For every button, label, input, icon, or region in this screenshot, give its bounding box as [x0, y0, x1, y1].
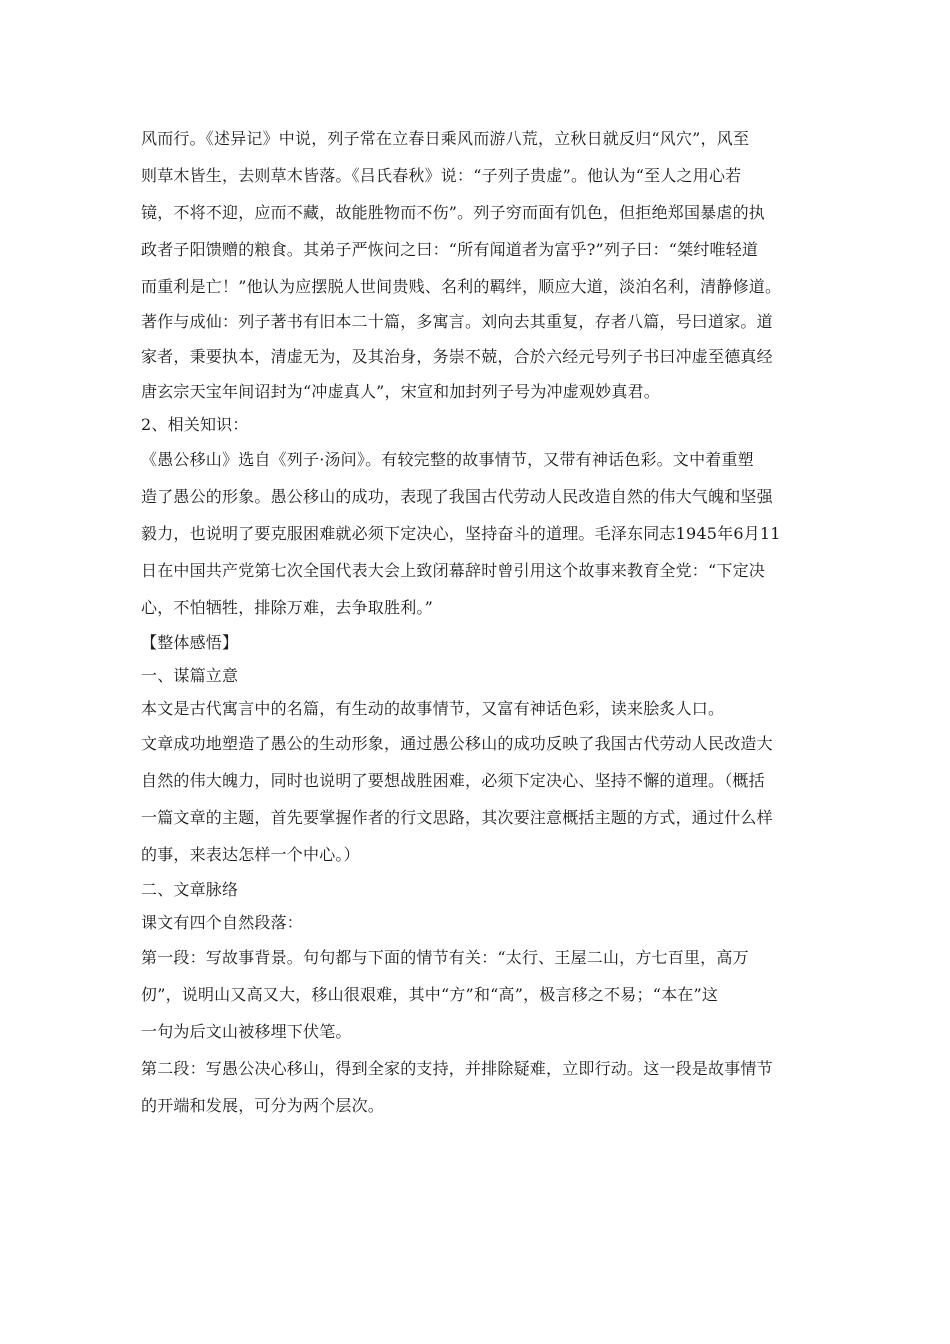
text-line: 而重利是亡！”他认为应摆脱人世间贵贱、名利的羁绊，顺应大道，淡泊名利，清静修道。 [141, 277, 782, 296]
text-line: 第二段：写愚公决心移山，得到全家的支持，并排除疑难，立即行动。这一段是故事情节 [141, 1059, 773, 1078]
text-line: 课文有四个自然段落： [141, 913, 304, 932]
text-line: 第一段：写故事背景。句句都与下面的情节有关：“太行、王屋二山，方七百里，高万 [141, 948, 749, 967]
text-line: 仞”，说明山又高又大，移山很艰难，其中“方”和“高”，极言移之不易；“本在”这 [141, 985, 719, 1004]
text-line: 唐玄宗天宝年间诏封为“冲虚真人”，宋宣和加封列子号为冲虚观妙真君。 [141, 382, 660, 401]
text-line: 一句为后文山被移埋下伏笔。 [141, 1022, 352, 1041]
section-heading: 二、文章脉络 [141, 880, 239, 899]
text-line: 毅力，也说明了要克服困难就必须下定决心，坚持奋斗的道理。毛泽东同志1945年6月11 [141, 524, 781, 543]
section-heading: 2、相关知识： [141, 415, 249, 434]
section-heading: 【整体感悟】 [141, 633, 239, 652]
text-line: 文章成功地塑造了愚公的生动形象，通过愚公移山的成功反映了我国古代劳动人民改造大 [141, 734, 773, 753]
text-line: 风而行。《述异记》中说，列子常在立春日乘风而游八荒，立秋日就反归“风穴”，风至 [141, 129, 750, 148]
text-line: 一篇文章的主题，首先要掌握作者的行文思路，其次要注意概括主题的方式，通过什么样 [141, 808, 773, 827]
section-heading: 一、谋篇立意 [141, 666, 239, 685]
text-line: 镜，不将不迎，应而不藏，故能胜物而不伤”。列子穷而面有饥色，但拒绝郑国暴虐的执 [141, 203, 765, 222]
text-line: 则草木皆生，去则草木皆落。《吕氏春秋》说：“子列子贵虚”。他认为“至人之用心若 [141, 166, 742, 185]
text-line: 造了愚公的形象。愚公移山的成功，表现了我国古代劳动人民改造自然的伟大气魄和坚强 [141, 487, 773, 506]
text-line: 的开端和发展，可分为两个层次。 [141, 1096, 385, 1115]
text-line: 著作与成仙：列子著书有旧本二十篇，多寓言。刘向去其重复，存者八篇，号曰道家。道 [141, 312, 773, 331]
text-line: 心，不怕牺牲，排除万难，去争取胜利。” [141, 598, 433, 617]
text-line: 本文是古代寓言中的名篇，有生动的故事情节，又富有神话色彩，读来脍炙人口。 [141, 699, 725, 718]
text-line: 家者，秉要执本，清虚无为，及其治身，务崇不兢，合於六经元号列子书曰冲虚至德真经 [141, 347, 773, 366]
text-line: 自然的伟大魄力，同时也说明了要想战胜困难，必须下定决心、坚持不懈的道理。（概括 [141, 771, 765, 790]
text-line: 日在中国共产党第七次全国代表大会上致闭幕辞时曾引用这个故事来教育全党：“下定决 [141, 561, 765, 580]
document-page [141, 120, 811, 1124]
text-line: 政者子阳馈赠的粮食。其弟子严恢问之曰：“所有闻道者为富乎?”列子曰：“桀纣唯轻道 [141, 240, 759, 259]
text-line: 的事，来表达怎样一个中心。） [141, 845, 360, 864]
text-line: 《愚公移山》选自《列子·汤问》。有较完整的故事情节，又带有神话色彩。文中着重塑 [141, 450, 754, 469]
